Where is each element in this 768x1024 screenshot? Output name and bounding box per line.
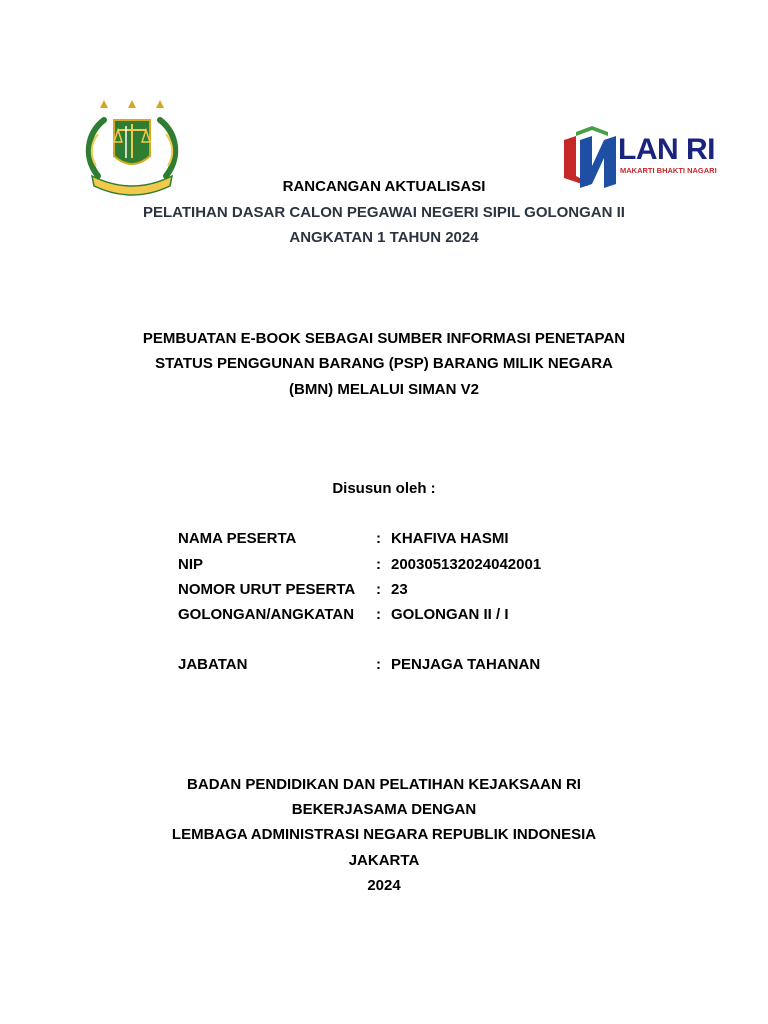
field-value: KHAFIVA HASMI — [391, 530, 509, 547]
year: 2024 — [367, 877, 401, 894]
institution-line-3: LEMBAGA ADMINISTRASI NEGARA REPUBLIK INDONESIA — [171, 826, 597, 843]
topic-line-3: (BMN) MELALUI SIMAN V2 — [289, 381, 479, 398]
field-colon: : — [376, 581, 381, 598]
field-colon: : — [376, 656, 381, 673]
prepared-by-heading: Disusun oleh : — [332, 480, 436, 497]
field-label: NAMA PESERTA — [178, 530, 297, 547]
city: JAKARTA — [348, 852, 420, 869]
field-value: GOLONGAN II / I — [391, 606, 509, 623]
field-label: NIP — [178, 556, 204, 573]
field-colon: : — [376, 556, 381, 573]
topic-line-2: STATUS PENGGUNAN BARANG (PSP) BARANG MILIK NEGARA — [155, 355, 613, 372]
field-value: PENJAGA TAHANAN — [391, 656, 541, 673]
training-subtitle: PELATIHAN DASAR CALON PEGAWAI NEGERI SIPIL GOLONGAN II — [143, 204, 625, 221]
field-label: NOMOR URUT PESERTA — [178, 581, 356, 598]
field-value: 200305132024042001 — [391, 556, 542, 573]
cohort-subtitle: ANGKATAN 1 TAHUN 2024 — [289, 229, 479, 246]
document-title: RANCANGAN AKTUALISASI — [282, 178, 486, 195]
lan-ri-tagline: MAKARTI BHAKTI NAGARI — [620, 166, 717, 175]
topic-line-1: PEMBUATAN E-BOOK SEBAGAI SUMBER INFORMASI PENETAPAN — [142, 330, 626, 347]
field-colon: : — [376, 606, 381, 623]
institution-line-2: BEKERJASAMA DENGAN — [291, 801, 477, 818]
field-value: 23 — [391, 581, 408, 598]
lan-ri-wordmark: LAN RI — [618, 133, 715, 166]
field-label: JABATAN — [178, 656, 248, 673]
field-label: GOLONGAN/ANGKATAN — [178, 606, 355, 623]
field-colon: : — [376, 530, 381, 547]
institution-line-1: BADAN PENDIDIKAN DAN PELATIHAN KEJAKSAAN RI — [187, 776, 581, 793]
